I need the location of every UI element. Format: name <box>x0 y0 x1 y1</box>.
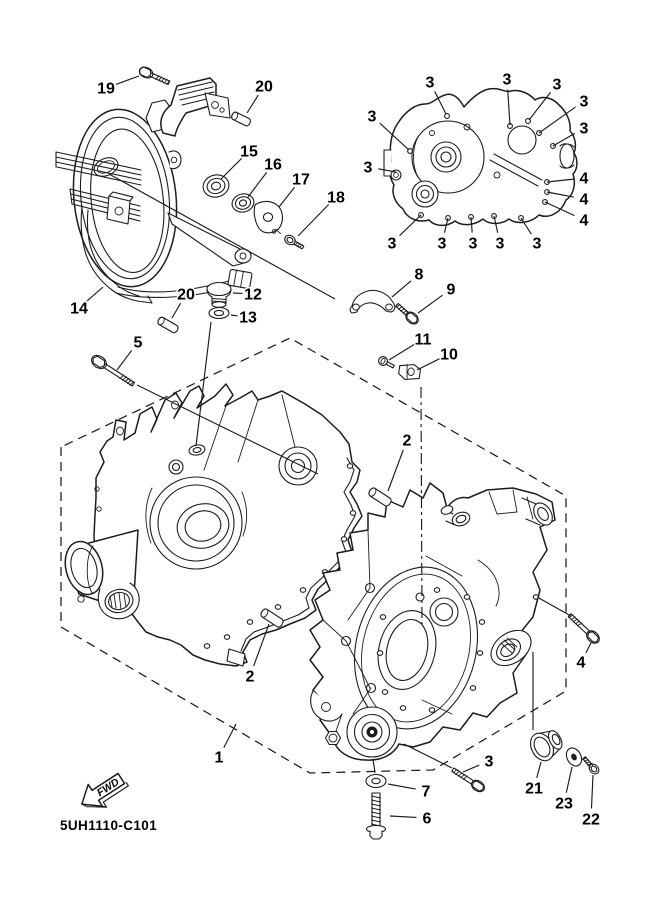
pin-20-top-drawing <box>230 111 251 127</box>
callout-label-3: 3 <box>367 108 377 126</box>
bracket-8-drawing <box>350 290 395 313</box>
callout-label-2: 2 <box>245 668 255 686</box>
callout-leader-9 <box>418 295 443 313</box>
callout-leader-1 <box>224 724 236 748</box>
callout-leader-4 <box>586 643 591 653</box>
callout-label-3: 3 <box>502 71 512 89</box>
callout-label-3: 3 <box>579 120 589 138</box>
bolt-9-drawing <box>394 301 421 326</box>
callout-label-4: 4 <box>579 191 589 209</box>
callout-leader-18 <box>298 205 329 236</box>
callout-label-4: 4 <box>576 654 586 672</box>
bolt-19-drawing <box>138 65 171 87</box>
callout-label-3: 3 <box>532 235 542 253</box>
callout-label-15: 15 <box>240 143 258 161</box>
callout-leader-22 <box>591 775 593 809</box>
callout-label-18: 18 <box>327 189 345 207</box>
callout-leader-15 <box>221 158 242 179</box>
callout-leader-13 <box>231 315 238 316</box>
assembled-crankcase-drawing <box>384 89 577 226</box>
callout-leader-20 <box>247 95 258 113</box>
clamp-10-drawing <box>398 363 421 382</box>
callout-leader-21 <box>537 762 541 778</box>
plug-12-drawing <box>207 283 231 308</box>
bolt-5-drawing <box>89 353 136 389</box>
bolt-6-drawing <box>367 793 386 839</box>
callout-label-22: 22 <box>582 811 600 829</box>
callout-leader-11 <box>389 345 414 360</box>
callout-leader-19 <box>116 76 139 84</box>
part-code: 5UH1110-C101 <box>60 818 158 833</box>
washer-7-drawing <box>366 775 386 788</box>
callout-leader-2 <box>388 450 403 491</box>
bearing-15-drawing <box>201 172 232 200</box>
washer-23-drawing <box>563 745 584 768</box>
callout-label-20: 20 <box>177 286 195 304</box>
callout-leader-23 <box>566 767 572 793</box>
callout-label-4: 4 <box>579 170 589 188</box>
callout-leader-10 <box>417 359 440 370</box>
screw-22-drawing <box>581 755 601 776</box>
callout-label-3: 3 <box>495 235 505 253</box>
callout-label-23: 23 <box>555 795 573 813</box>
washer-13-drawing <box>209 308 229 319</box>
callout-label-17: 17 <box>292 171 310 189</box>
callout-label-21: 21 <box>525 780 543 798</box>
callout-leader-5 <box>117 350 132 370</box>
seal-16-drawing <box>230 192 256 215</box>
fwd-label: FWD <box>94 776 122 800</box>
callout-leader-20 <box>172 303 181 318</box>
callout-leader-14 <box>87 287 103 301</box>
callout-label-7: 7 <box>421 783 431 801</box>
callout-label-3: 3 <box>484 753 494 771</box>
fwd-arrow <box>75 766 132 817</box>
callout-label-3: 3 <box>468 235 478 253</box>
bolt-4-drawing <box>566 611 602 645</box>
stator-cover-assembly-drawing <box>56 100 252 303</box>
left-crankcase-half-drawing <box>60 384 362 666</box>
callout-leader-6 <box>390 816 417 817</box>
callout-label-14: 14 <box>70 300 88 318</box>
callout-label-1: 1 <box>214 749 224 767</box>
callout-label-2: 2 <box>402 432 412 450</box>
screw-18-drawing <box>283 233 305 251</box>
callout-label-3: 3 <box>437 235 447 253</box>
top-bracket-drawing <box>161 78 230 136</box>
callout-label-8: 8 <box>414 266 424 284</box>
bushing-21-drawing <box>526 725 567 765</box>
callout-label-3: 3 <box>552 76 562 94</box>
callout-label-11: 11 <box>414 331 432 349</box>
callout-label-19: 19 <box>97 80 115 98</box>
callout-label-3: 3 <box>425 74 435 92</box>
callout-leader-17 <box>279 187 295 207</box>
callout-label-3: 3 <box>579 93 589 111</box>
callout-leader-3 <box>463 765 479 772</box>
callout-leader-16 <box>248 172 267 197</box>
callout-label-20: 20 <box>255 78 273 96</box>
pin-20-mid-drawing <box>157 316 180 334</box>
callout-leader-8 <box>392 281 411 297</box>
callout-label-9: 9 <box>446 281 456 299</box>
callout-label-10: 10 <box>440 346 458 364</box>
callout-label-3: 3 <box>387 235 397 253</box>
callout-label-12: 12 <box>244 286 262 304</box>
callout-label-13: 13 <box>239 309 257 327</box>
callout-label-16: 16 <box>264 156 282 174</box>
callout-label-3: 3 <box>363 159 373 177</box>
callout-leader-7 <box>388 784 416 789</box>
callout-label-4: 4 <box>579 212 589 230</box>
callout-label-5: 5 <box>133 334 143 352</box>
callout-label-6: 6 <box>422 810 432 828</box>
aux-line <box>404 744 452 768</box>
